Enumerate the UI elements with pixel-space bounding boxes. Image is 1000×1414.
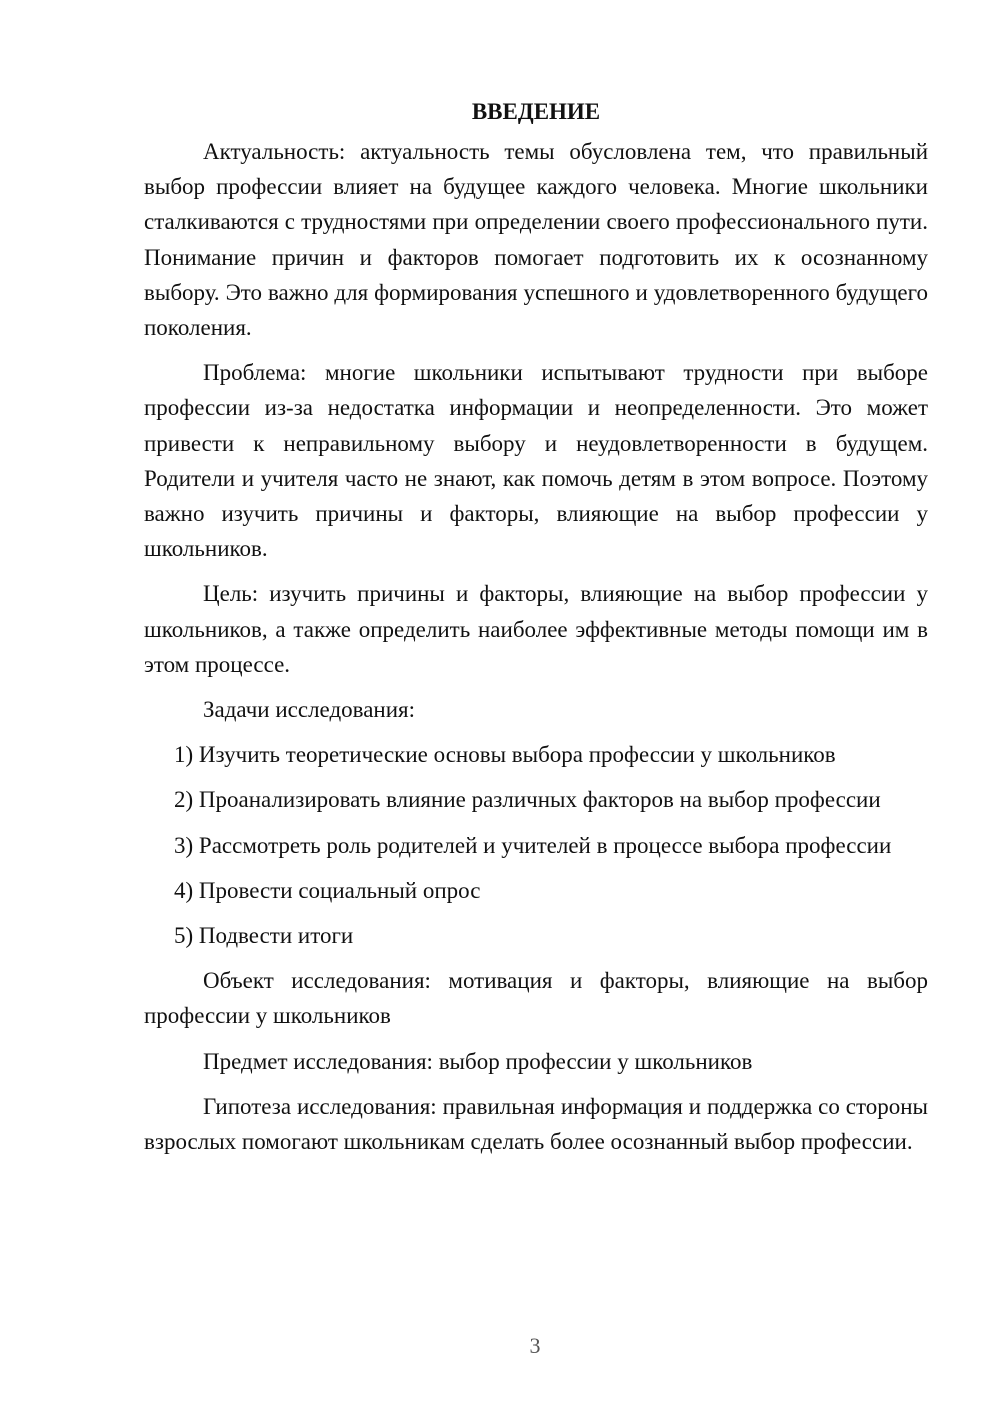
hypothesis-paragraph: Гипотеза исследования: правильная информация и поддержка со стороны взрослых помогают школьникам сделать более осознанный выбор профессии. [144,1093,928,1155]
object-paragraph: Объект исследования: мотивация и факторы, влияющие на выбор профессии у школьников [144,968,928,1029]
page-content [144,94,928,1169]
relevance-paragraph: Актуальность: актуальность темы обусловлена тем, что правильный выбор профессии влияет на будущее каждого человека. Многие школьники сталкиваются с трудностями при определении своего профессионального пути. Понимание причин и факторов помогает подготовить их к осознанному выбору. Это важно для формирования успешного и удовлетворенного будущего поколения. [144,139,928,341]
goal-paragraph: Цель: изучить причины и факторы, влияющие на выбор профессии у школьников, а также определить наиболее эффективные методы помощи им в этом процессе. [144,581,928,677]
page-number: 3 [529,1333,541,1358]
section-title: ВВЕДЕНИЕ [471,99,601,124]
task-item-2: 2) Проанализировать влияние различных факторов на выбор профессии [174,787,881,813]
subject-paragraph: Предмет исследования: выбор профессии у школьников [203,1048,753,1074]
problem-paragraph: Проблема: многие школьники испытывают трудности при выборе профессии из-за недостатка информации и неопределенности. Это может привести к неправильному выбору и неудовлетворенности в будущем. Родители и учителя часто не знают, как помочь детям в этом вопросе. Поэтому важно изучить причины и факторы, влияющие на выбор профессии у школьников. [144,360,928,562]
task-item-4: 4) Провести социальный опрос [174,877,481,903]
task-item-1: 1) Изучить теоретические основы выбора профессии у школьников [174,742,836,768]
task-item-5: 5) Подвести итоги [174,923,354,949]
tasks-heading: Задачи исследования: [203,697,416,723]
task-item-3: 3) Рассмотреть роль родителей и учителей в процессе выбора профессии [174,832,892,858]
